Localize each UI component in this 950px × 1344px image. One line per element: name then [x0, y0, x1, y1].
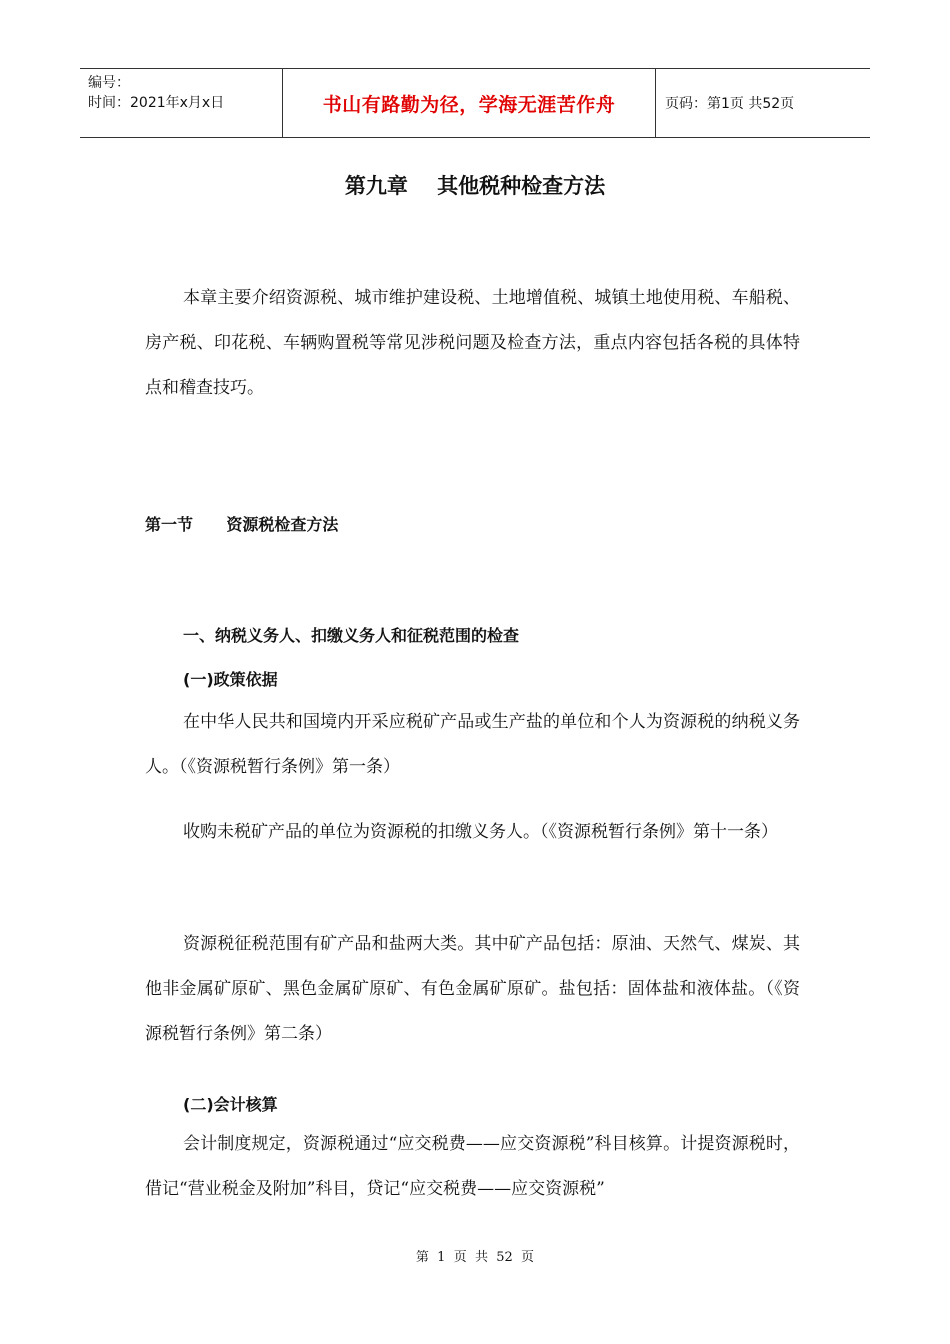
policy-paragraph: 资源税征税范围有矿产品和盐两大类。其中矿产品包括：原油、天然气、煤炭、其他非金属矿原矿、黑色金属矿原矿、有色金属矿原矿。盐包括：固体盐和液体盐。（《资源税暂行条例》第二条）	[145, 934, 800, 1044]
header-info-cell	[80, 69, 282, 137]
chapter-title: 第九章 其他税种检查方法	[344, 174, 606, 198]
policy-heading: (一)政策依据	[183, 670, 278, 689]
intro-paragraph: 本章主要介绍资源税、城市维护建设税、土地增值税、城镇土地使用税、车船税、房产税、印花税、车辆购置税等常见涉税问题及检查方法，重点内容包括各税的具体特点和稽查技巧。	[145, 288, 800, 398]
motto-text: 书山有路勤为径，学海无涯苦作舟	[322, 93, 616, 116]
accounting-heading: (二)会计核算	[183, 1095, 278, 1114]
header-page-cell	[655, 69, 870, 137]
subsection-title: 一、纳税义务人、扣缴义务人和征税范围的检查	[183, 626, 520, 645]
accounting-paragraph: 会计制度规定，资源税通过“应交税费——应交资源税”科目核算。计提资源税时，借记“营业税金及附加”科目，贷记“应交税费——应交资源税”	[145, 1134, 800, 1199]
policy-paragraph: 收购未税矿产品的单位为资源税的扣缴义务人。（《资源税暂行条例》第十一条）	[183, 822, 778, 842]
policy-paragraph: 在中华人民共和国境内开采应税矿产品或生产盐的单位和个人为资源税的纳税义务人。（《资源税暂行条例》第一条）	[145, 712, 800, 777]
number-label: 编号：	[88, 75, 130, 91]
page-info: 页码：第1页 共52页	[665, 96, 795, 112]
header-motto-cell	[282, 69, 656, 137]
section-title: 第一节 资源税检查方法	[145, 515, 339, 534]
page-footer: 第 1 页 共 52 页	[415, 1250, 535, 1265]
page-header	[80, 68, 870, 138]
time-label: 时间：2021年x月x日	[88, 95, 225, 111]
